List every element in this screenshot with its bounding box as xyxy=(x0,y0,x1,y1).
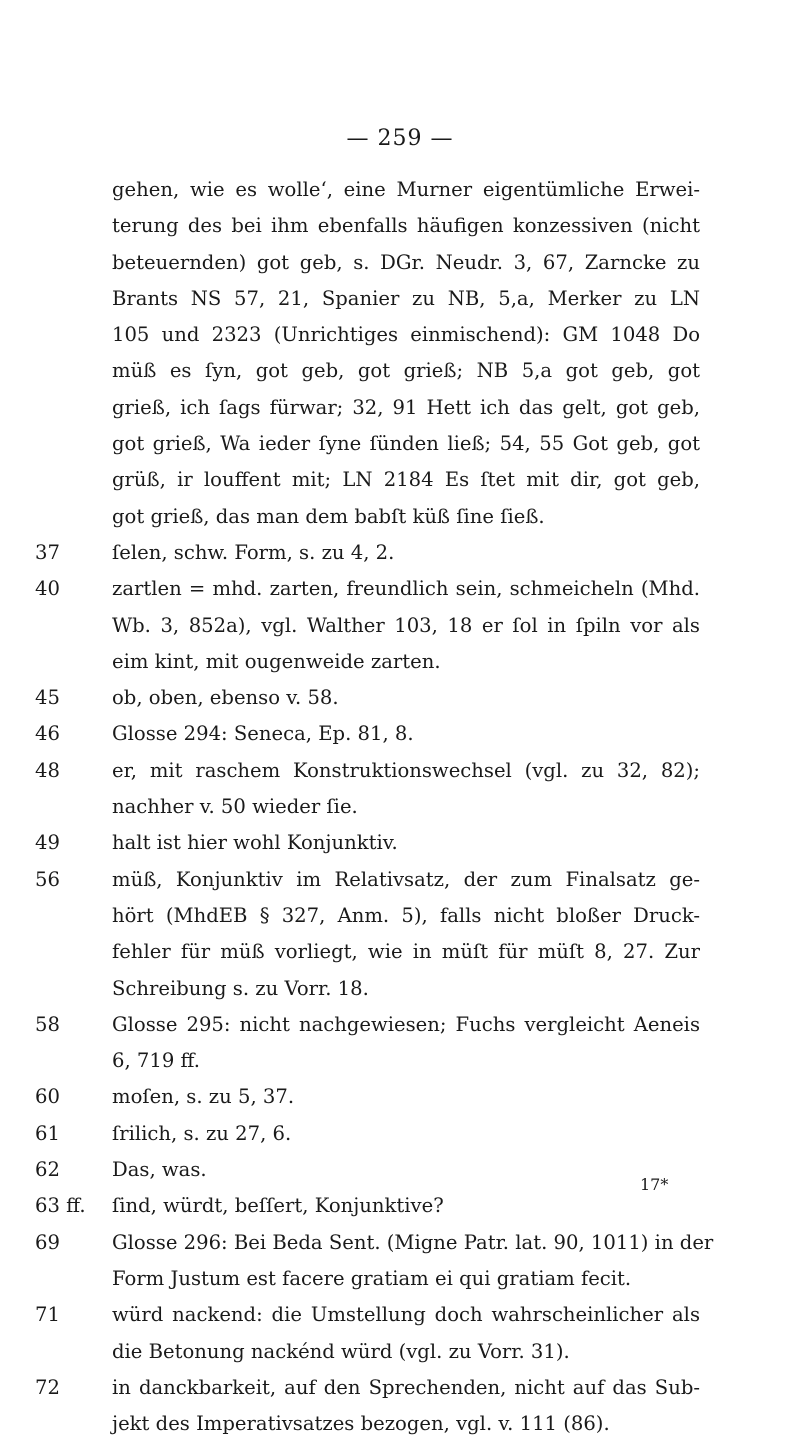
text-line: er, mit raschem Konstruktionswechsel (vgl. zu 32, 82); xyxy=(112,758,700,782)
text-line: grüß, ir louffent mit; LN 2184 Es ſtet mit dir, got geb, xyxy=(112,468,700,492)
text-line: ſelen, schw. Form, s. zu 4, 2. xyxy=(112,540,395,564)
text-line: Glosse 296: Bei Beda Sent. (Migne Patr. lat. 90, 1011) in der xyxy=(112,1230,714,1254)
verse-number: 62 xyxy=(35,1158,60,1182)
text-line: 6, 719 ff. xyxy=(112,1049,200,1073)
text-line: müß es ſyn, got geb, got grieß; NB 5,a got geb, got xyxy=(112,359,700,383)
commentary-text xyxy=(35,172,714,1442)
text-line: Schreibung s. zu Vorr. 18. xyxy=(112,976,369,1000)
verse-number: 56 xyxy=(35,867,60,891)
text-line: müß, Konjunktiv im Relativsatz, der zum Finalsatz ge- xyxy=(112,867,700,891)
text-line: nachher v. 50 wieder ſie. xyxy=(112,795,358,819)
text-line: moſen, s. zu 5, 37. xyxy=(112,1085,295,1109)
note-entry xyxy=(35,825,700,861)
text-line: in danckbarkeit, auf den Sprechenden, nicht auf das Sub- xyxy=(112,1375,700,1399)
text-line: terung des bei ihm ebenfalls häufigen konzessiven (nicht xyxy=(112,214,700,238)
text-line: grieß, ich ſags fürwar; 32, 91 Hett ich das gelt, got geb, xyxy=(112,395,700,419)
text-line: got grieß, das man dem babſt küß ſine ſieß. xyxy=(112,504,545,528)
text-line: die Betonung nackénd würd (vgl. zu Vorr. 31). xyxy=(112,1339,570,1363)
sheet-signature: 17* xyxy=(640,1175,669,1194)
text-line: ſind, würdt, beſſert, Konjunktive? xyxy=(112,1194,444,1218)
note-entry xyxy=(35,1116,700,1152)
verse-number: 37 xyxy=(35,540,60,564)
note-entry xyxy=(35,1079,700,1115)
text-line: hört (MhdEB § 327, Anm. 5), falls nicht bloßer Druck- xyxy=(112,903,700,927)
text-line: Form Justum est facere gratiam ei qui gratiam fecit. xyxy=(112,1266,632,1290)
verse-number: 58 xyxy=(35,1012,60,1036)
text-line: Brants NS 57, 21, Spanier zu NB, 5,a, Merker zu LN xyxy=(112,286,700,310)
note-entry xyxy=(35,753,700,826)
text-line: halt ist hier wohl Konjunktiv. xyxy=(112,831,398,855)
verse-number: 63 ff. xyxy=(35,1194,86,1218)
text-line: Das, was. xyxy=(112,1158,207,1182)
text-line: beteuernden) got geb, s. DGr. Neudr. 3, 67, Zarncke zu xyxy=(112,250,700,274)
text-line: Glosse 294: Seneca, Ep. 81, 8. xyxy=(112,722,414,746)
note-entry xyxy=(35,1188,700,1224)
note-entry xyxy=(35,1007,700,1080)
note-entry xyxy=(35,1152,700,1188)
note-entry xyxy=(35,1370,700,1442)
verse-number: 40 xyxy=(35,577,60,601)
text-line: fehler für müß vorliegt, wie in müſt für müſt 8, 27. Zur xyxy=(112,940,700,964)
text-line: zartlen = mhd. zarten, freundlich sein, schmeicheln (Mhd. xyxy=(112,577,700,601)
text-line: Glosse 295: nicht nachgewiesen; Fuchs vergleicht Aeneis xyxy=(112,1012,700,1036)
text-line: würd nackend: die Umstellung doch wahrscheinlicher als xyxy=(112,1303,700,1327)
text-line: ob, oben, ebenso v. 58. xyxy=(112,686,339,710)
text-line: jekt des Imperativsatzes bezogen, vgl. v. 111 (86). xyxy=(112,1412,610,1436)
page-number: — 259 — xyxy=(346,126,454,151)
text-line: gehen, wie es wolle‘, eine Murner eigentümliche Erwei- xyxy=(112,178,700,201)
verse-number: 45 xyxy=(35,686,60,710)
text-line: ſrilich, s. zu 27, 6. xyxy=(112,1121,292,1145)
note-entry xyxy=(35,716,700,752)
intro-paragraph xyxy=(112,172,700,535)
text-line: Wb. 3, 852a), vgl. Walther 103, 18 er ſol in ſpiln vor als xyxy=(112,613,700,637)
note-entry xyxy=(35,571,700,680)
note-entry xyxy=(35,1297,700,1370)
note-entry xyxy=(35,862,700,1007)
verse-number: 60 xyxy=(35,1085,60,1109)
verse-number: 61 xyxy=(35,1121,60,1145)
note-entry xyxy=(35,680,700,716)
text-line: 105 und 2323 (Unrichtiges einmischend): GM 1048 Do xyxy=(112,323,700,347)
note-entry xyxy=(35,535,700,571)
verse-number: 46 xyxy=(35,722,60,746)
note-entry xyxy=(35,1225,714,1298)
verse-number: 49 xyxy=(35,831,60,855)
verse-number: 48 xyxy=(35,758,60,782)
verse-number: 69 xyxy=(35,1230,60,1254)
text-line: eim kint, mit ougenweide zarten. xyxy=(112,649,441,673)
text-line: got grieß, Wa ieder ſyne ſünden ließ; 54, 55 Got geb, got xyxy=(112,432,700,456)
verse-number: 72 xyxy=(35,1375,60,1399)
verse-number: 71 xyxy=(35,1303,60,1327)
